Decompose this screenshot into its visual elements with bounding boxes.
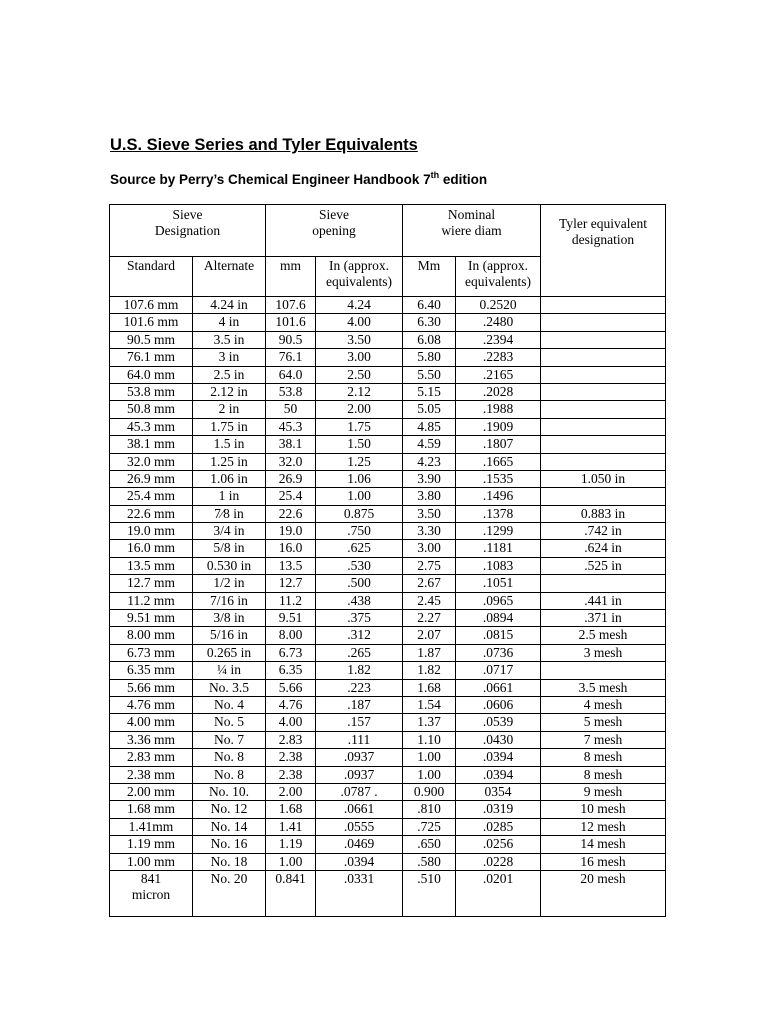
cell-standard: 5.66 mm <box>110 679 193 696</box>
table-row <box>110 523 666 540</box>
header-sieve-opening: Sieve opening <box>266 205 403 257</box>
subtitle-suffix: edition <box>439 172 488 187</box>
cell-tyler: 16 mesh <box>541 853 666 870</box>
cell-standard: 4.00 mm <box>110 714 193 731</box>
cell-alternate: No. 8 <box>193 749 266 766</box>
cell-wire-in: .0201 <box>456 870 541 916</box>
cell-opening-mm: 9.51 <box>266 610 316 627</box>
cell-tyler: .525 in <box>541 557 666 574</box>
cell-opening-mm: 12.7 <box>266 575 316 592</box>
cell-wire-in: .0965 <box>456 592 541 609</box>
table-row <box>110 505 666 522</box>
table-row <box>110 314 666 331</box>
table-row <box>110 610 666 627</box>
cell-wire-mm: 1.00 <box>403 766 456 783</box>
cell-alternate: 5/16 in <box>193 627 266 644</box>
cell-standard: 13.5 mm <box>110 557 193 574</box>
cell-wire-in: .1988 <box>456 401 541 418</box>
cell-opening-in: 3.50 <box>316 331 403 348</box>
cell-tyler <box>541 331 666 348</box>
cell-opening-mm: 2.38 <box>266 766 316 783</box>
cell-standard: 25.4 mm <box>110 488 193 505</box>
table-row <box>110 870 666 916</box>
table-row <box>110 696 666 713</box>
cell-standard: 53.8 mm <box>110 383 193 400</box>
table-row <box>110 627 666 644</box>
cell-tyler: 14 mesh <box>541 836 666 853</box>
cell-standard: 1.19 mm <box>110 836 193 853</box>
cell-opening-in: .0787 . <box>316 783 403 800</box>
cell-standard: 6.73 mm <box>110 644 193 661</box>
cell-wire-in: .1083 <box>456 557 541 574</box>
cell-alternate: 1.75 in <box>193 418 266 435</box>
cell-tyler: .742 in <box>541 523 666 540</box>
cell-opening-in: .187 <box>316 696 403 713</box>
cell-wire-mm: 3.90 <box>403 470 456 487</box>
cell-tyler: 9 mesh <box>541 783 666 800</box>
cell-alternate: 5/8 in <box>193 540 266 557</box>
cell-opening-mm: 26.9 <box>266 470 316 487</box>
cell-opening-in: .0661 <box>316 801 403 818</box>
cell-standard: 19.0 mm <box>110 523 193 540</box>
cell-opening-in: .530 <box>316 557 403 574</box>
cell-tyler <box>541 662 666 679</box>
cell-tyler <box>541 314 666 331</box>
header-wire-in-approx: In (approx. equivalents) <box>456 257 541 297</box>
table-row <box>110 592 666 609</box>
header-tyler-equivalent: Tyler equivalent designation <box>541 205 666 297</box>
cell-wire-mm: .725 <box>403 818 456 835</box>
cell-tyler: 4 mesh <box>541 696 666 713</box>
cell-opening-in: .0937 <box>316 749 403 766</box>
cell-alternate: No. 12 <box>193 801 266 818</box>
cell-opening-in: .438 <box>316 592 403 609</box>
cell-tyler <box>541 575 666 592</box>
cell-standard: 1.68 mm <box>110 801 193 818</box>
cell-wire-mm: 1.00 <box>403 749 456 766</box>
cell-wire-mm: 5.05 <box>403 401 456 418</box>
cell-standard: 32.0 mm <box>110 453 193 470</box>
cell-opening-mm: 38.1 <box>266 436 316 453</box>
cell-standard: 8.00 mm <box>110 627 193 644</box>
cell-opening-in: 1.50 <box>316 436 403 453</box>
cell-standard: 16.0 mm <box>110 540 193 557</box>
cell-alternate: No. 7 <box>193 731 266 748</box>
cell-wire-mm: .580 <box>403 853 456 870</box>
cell-wire-in: .0228 <box>456 853 541 870</box>
table-row <box>110 383 666 400</box>
cell-standard: 90.5 mm <box>110 331 193 348</box>
cell-opening-in: .625 <box>316 540 403 557</box>
cell-opening-mm: 76.1 <box>266 349 316 366</box>
cell-opening-mm: 2.00 <box>266 783 316 800</box>
cell-tyler: 0.883 in <box>541 505 666 522</box>
cell-tyler <box>541 349 666 366</box>
cell-wire-mm: .650 <box>403 836 456 853</box>
cell-alternate: 7⁄8 in <box>193 505 266 522</box>
cell-wire-mm: 4.59 <box>403 436 456 453</box>
cell-standard: 76.1 mm <box>110 349 193 366</box>
cell-tyler <box>541 383 666 400</box>
cell-opening-in: 2.12 <box>316 383 403 400</box>
cell-tyler: 8 mesh <box>541 749 666 766</box>
cell-opening-in: .0937 <box>316 766 403 783</box>
cell-wire-in: .1909 <box>456 418 541 435</box>
cell-opening-mm: 4.76 <box>266 696 316 713</box>
cell-wire-mm: 4.85 <box>403 418 456 435</box>
cell-standard: 2.38 mm <box>110 766 193 783</box>
header-wire-mm: Mm <box>403 257 456 297</box>
cell-wire-mm: 1.68 <box>403 679 456 696</box>
cell-opening-in: 4.00 <box>316 314 403 331</box>
cell-opening-mm: 32.0 <box>266 453 316 470</box>
cell-wire-in: .0815 <box>456 627 541 644</box>
cell-alternate: 1.25 in <box>193 453 266 470</box>
cell-opening-mm: 8.00 <box>266 627 316 644</box>
cell-wire-mm: 1.10 <box>403 731 456 748</box>
cell-wire-in: .2283 <box>456 349 541 366</box>
cell-tyler <box>541 297 666 314</box>
cell-alternate: No. 16 <box>193 836 266 853</box>
header-sieve-designation: Sieve Designation <box>110 205 266 257</box>
cell-opening-in: .111 <box>316 731 403 748</box>
cell-opening-mm: 1.41 <box>266 818 316 835</box>
table-row <box>110 714 666 731</box>
table-row <box>110 297 666 314</box>
cell-standard: 26.9 mm <box>110 470 193 487</box>
cell-opening-in: .265 <box>316 644 403 661</box>
cell-standard: 1.00 mm <box>110 853 193 870</box>
page-subtitle <box>110 172 487 187</box>
cell-opening-in: 0.875 <box>316 505 403 522</box>
cell-wire-in: .1535 <box>456 470 541 487</box>
cell-wire-in: .0285 <box>456 818 541 835</box>
cell-standard: 64.0 mm <box>110 366 193 383</box>
cell-wire-in: .1378 <box>456 505 541 522</box>
cell-tyler <box>541 418 666 435</box>
table-row <box>110 331 666 348</box>
cell-alternate: 3 in <box>193 349 266 366</box>
cell-wire-in: .0539 <box>456 714 541 731</box>
table-row <box>110 470 666 487</box>
table-row <box>110 349 666 366</box>
table-row <box>110 557 666 574</box>
cell-wire-in: .0717 <box>456 662 541 679</box>
cell-standard: 45.3 mm <box>110 418 193 435</box>
cell-wire-mm: 1.82 <box>403 662 456 679</box>
cell-opening-in: .0331 <box>316 870 403 916</box>
table-row <box>110 540 666 557</box>
cell-wire-in: .0394 <box>456 766 541 783</box>
cell-wire-in: .1496 <box>456 488 541 505</box>
cell-standard: 6.35 mm <box>110 662 193 679</box>
cell-standard: 1.41mm <box>110 818 193 835</box>
cell-alternate: No. 4 <box>193 696 266 713</box>
cell-opening-in: 1.25 <box>316 453 403 470</box>
cell-alternate: 1 in <box>193 488 266 505</box>
cell-alternate: 0.265 in <box>193 644 266 661</box>
table-row <box>110 453 666 470</box>
cell-opening-mm: 90.5 <box>266 331 316 348</box>
cell-wire-in: 0.2520 <box>456 297 541 314</box>
header-opening-in-approx: In (approx. equivalents) <box>316 257 403 297</box>
cell-wire-in: .0736 <box>456 644 541 661</box>
cell-wire-mm: 3.30 <box>403 523 456 540</box>
cell-alternate: No. 14 <box>193 818 266 835</box>
cell-alternate: 4.24 in <box>193 297 266 314</box>
subtitle-superscript: th <box>430 170 440 180</box>
cell-tyler: .441 in <box>541 592 666 609</box>
cell-opening-in: .312 <box>316 627 403 644</box>
cell-tyler: 3 mesh <box>541 644 666 661</box>
cell-opening-in: 1.75 <box>316 418 403 435</box>
cell-wire-mm: 6.40 <box>403 297 456 314</box>
cell-opening-in: .500 <box>316 575 403 592</box>
cell-opening-mm: 50 <box>266 401 316 418</box>
cell-wire-mm: 0.900 <box>403 783 456 800</box>
cell-tyler: 10 mesh <box>541 801 666 818</box>
table-row <box>110 575 666 592</box>
cell-opening-mm: 107.6 <box>266 297 316 314</box>
cell-tyler: 5 mesh <box>541 714 666 731</box>
cell-standard: 107.6 mm <box>110 297 193 314</box>
cell-alternate: 2.12 in <box>193 383 266 400</box>
cell-opening-mm: 0.841 <box>266 870 316 916</box>
cell-wire-in: .1181 <box>456 540 541 557</box>
cell-opening-in: .375 <box>316 610 403 627</box>
cell-wire-mm: 4.23 <box>403 453 456 470</box>
cell-tyler: 3.5 mesh <box>541 679 666 696</box>
header-alternate: Alternate <box>193 257 266 297</box>
cell-opening-mm: 1.00 <box>266 853 316 870</box>
cell-wire-mm: 3.00 <box>403 540 456 557</box>
cell-wire-mm: 2.45 <box>403 592 456 609</box>
cell-opening-in: 1.06 <box>316 470 403 487</box>
cell-opening-in: 2.50 <box>316 366 403 383</box>
cell-wire-in: .0430 <box>456 731 541 748</box>
cell-wire-in: .2028 <box>456 383 541 400</box>
cell-wire-mm: 2.75 <box>403 557 456 574</box>
subtitle-text: Source by Perry’s Chemical Engineer Handbook 7 <box>110 172 431 187</box>
cell-opening-in: 3.00 <box>316 349 403 366</box>
cell-standard: 2.00 mm <box>110 783 193 800</box>
cell-alternate: No. 18 <box>193 853 266 870</box>
table-row <box>110 853 666 870</box>
cell-standard: 2.83 mm <box>110 749 193 766</box>
table-row <box>110 418 666 435</box>
cell-wire-in: .1665 <box>456 453 541 470</box>
cell-wire-in: 0354 <box>456 783 541 800</box>
cell-wire-mm: 1.87 <box>403 644 456 661</box>
table-row <box>110 801 666 818</box>
cell-alternate: 3/8 in <box>193 610 266 627</box>
cell-wire-mm: 5.50 <box>403 366 456 383</box>
cell-standard: 3.36 mm <box>110 731 193 748</box>
cell-alternate: 2 in <box>193 401 266 418</box>
cell-wire-in: .2165 <box>456 366 541 383</box>
cell-tyler <box>541 401 666 418</box>
cell-standard: 50.8 mm <box>110 401 193 418</box>
cell-tyler <box>541 366 666 383</box>
table-row <box>110 818 666 835</box>
cell-alternate: 3.5 in <box>193 331 266 348</box>
cell-standard: 4.76 mm <box>110 696 193 713</box>
cell-opening-mm: 13.5 <box>266 557 316 574</box>
table-row <box>110 644 666 661</box>
table-row <box>110 836 666 853</box>
header-nominal-wire-diam: Nominal wiere diam <box>403 205 541 257</box>
table-row <box>110 731 666 748</box>
cell-standard: 38.1 mm <box>110 436 193 453</box>
cell-alternate: 4 in <box>193 314 266 331</box>
cell-opening-mm: 53.8 <box>266 383 316 400</box>
table-row <box>110 436 666 453</box>
cell-alternate: No. 20 <box>193 870 266 916</box>
cell-opening-in: .0555 <box>316 818 403 835</box>
table-row <box>110 766 666 783</box>
cell-opening-mm: 2.38 <box>266 749 316 766</box>
table-row <box>110 783 666 800</box>
cell-standard: 22.6 mm <box>110 505 193 522</box>
cell-wire-mm: 2.07 <box>403 627 456 644</box>
cell-standard: 101.6 mm <box>110 314 193 331</box>
header-standard: Standard <box>110 257 193 297</box>
cell-opening-mm: 25.4 <box>266 488 316 505</box>
cell-opening-mm: 45.3 <box>266 418 316 435</box>
cell-opening-mm: 4.00 <box>266 714 316 731</box>
cell-alternate: 2.5 in <box>193 366 266 383</box>
table-row <box>110 749 666 766</box>
cell-wire-mm: .510 <box>403 870 456 916</box>
table-row <box>110 679 666 696</box>
cell-wire-in: .2394 <box>456 331 541 348</box>
cell-wire-mm: 6.08 <box>403 331 456 348</box>
cell-tyler: .624 in <box>541 540 666 557</box>
cell-wire-in: .0661 <box>456 679 541 696</box>
cell-opening-in: 4.24 <box>316 297 403 314</box>
cell-tyler <box>541 488 666 505</box>
table-row <box>110 662 666 679</box>
cell-opening-in: 1.82 <box>316 662 403 679</box>
cell-alternate: No. 5 <box>193 714 266 731</box>
cell-wire-mm: 3.50 <box>403 505 456 522</box>
cell-opening-mm: 6.73 <box>266 644 316 661</box>
cell-wire-mm: 1.37 <box>403 714 456 731</box>
cell-alternate: 1.06 in <box>193 470 266 487</box>
cell-opening-in: 1.00 <box>316 488 403 505</box>
cell-opening-mm: 11.2 <box>266 592 316 609</box>
cell-wire-in: .1807 <box>456 436 541 453</box>
cell-tyler: 12 mesh <box>541 818 666 835</box>
cell-tyler: .371 in <box>541 610 666 627</box>
cell-tyler: 8 mesh <box>541 766 666 783</box>
table-body <box>110 297 666 917</box>
cell-wire-mm: 2.27 <box>403 610 456 627</box>
cell-wire-in: .0319 <box>456 801 541 818</box>
cell-opening-in: .157 <box>316 714 403 731</box>
cell-alternate: 1/2 in <box>193 575 266 592</box>
cell-opening-mm: 101.6 <box>266 314 316 331</box>
cell-wire-in: .2480 <box>456 314 541 331</box>
cell-alternate: No. 3.5 <box>193 679 266 696</box>
cell-tyler <box>541 453 666 470</box>
cell-opening-in: 2.00 <box>316 401 403 418</box>
cell-opening-mm: 22.6 <box>266 505 316 522</box>
sieve-table <box>109 204 666 917</box>
cell-alternate: 1.5 in <box>193 436 266 453</box>
cell-wire-mm: 5.15 <box>403 383 456 400</box>
cell-wire-in: .0606 <box>456 696 541 713</box>
cell-alternate: 3/4 in <box>193 523 266 540</box>
cell-opening-mm: 64.0 <box>266 366 316 383</box>
cell-opening-mm: 16.0 <box>266 540 316 557</box>
cell-wire-in: .1299 <box>456 523 541 540</box>
cell-opening-in: .0394 <box>316 853 403 870</box>
table-row <box>110 488 666 505</box>
cell-standard: 841 micron <box>110 870 193 916</box>
cell-standard: 9.51 mm <box>110 610 193 627</box>
cell-tyler: 20 mesh <box>541 870 666 916</box>
cell-opening-mm: 6.35 <box>266 662 316 679</box>
page-title: U.S. Sieve Series and Tyler Equivalents <box>110 136 418 154</box>
cell-wire-mm: .810 <box>403 801 456 818</box>
cell-opening-mm: 19.0 <box>266 523 316 540</box>
cell-opening-mm: 1.19 <box>266 836 316 853</box>
cell-wire-mm: 3.80 <box>403 488 456 505</box>
cell-opening-mm: 5.66 <box>266 679 316 696</box>
cell-wire-mm: 6.30 <box>403 314 456 331</box>
cell-wire-in: .0256 <box>456 836 541 853</box>
cell-standard: 11.2 mm <box>110 592 193 609</box>
cell-opening-mm: 2.83 <box>266 731 316 748</box>
table-row <box>110 366 666 383</box>
cell-wire-mm: 5.80 <box>403 349 456 366</box>
cell-opening-mm: 1.68 <box>266 801 316 818</box>
cell-alternate: 7/16 in <box>193 592 266 609</box>
cell-tyler: 1.050 in <box>541 470 666 487</box>
cell-wire-mm: 1.54 <box>403 696 456 713</box>
cell-opening-in: .750 <box>316 523 403 540</box>
cell-wire-in: .1051 <box>456 575 541 592</box>
cell-alternate: ¼ in <box>193 662 266 679</box>
header-mm: mm <box>266 257 316 297</box>
table-row <box>110 401 666 418</box>
cell-alternate: 0.530 in <box>193 557 266 574</box>
cell-alternate: No. 8 <box>193 766 266 783</box>
cell-tyler: 2.5 mesh <box>541 627 666 644</box>
cell-wire-in: .0894 <box>456 610 541 627</box>
cell-tyler <box>541 436 666 453</box>
cell-opening-in: .223 <box>316 679 403 696</box>
cell-standard: 12.7 mm <box>110 575 193 592</box>
cell-tyler: 7 mesh <box>541 731 666 748</box>
cell-opening-in: .0469 <box>316 836 403 853</box>
cell-wire-mm: 2.67 <box>403 575 456 592</box>
cell-wire-in: .0394 <box>456 749 541 766</box>
cell-alternate: No. 10. <box>193 783 266 800</box>
